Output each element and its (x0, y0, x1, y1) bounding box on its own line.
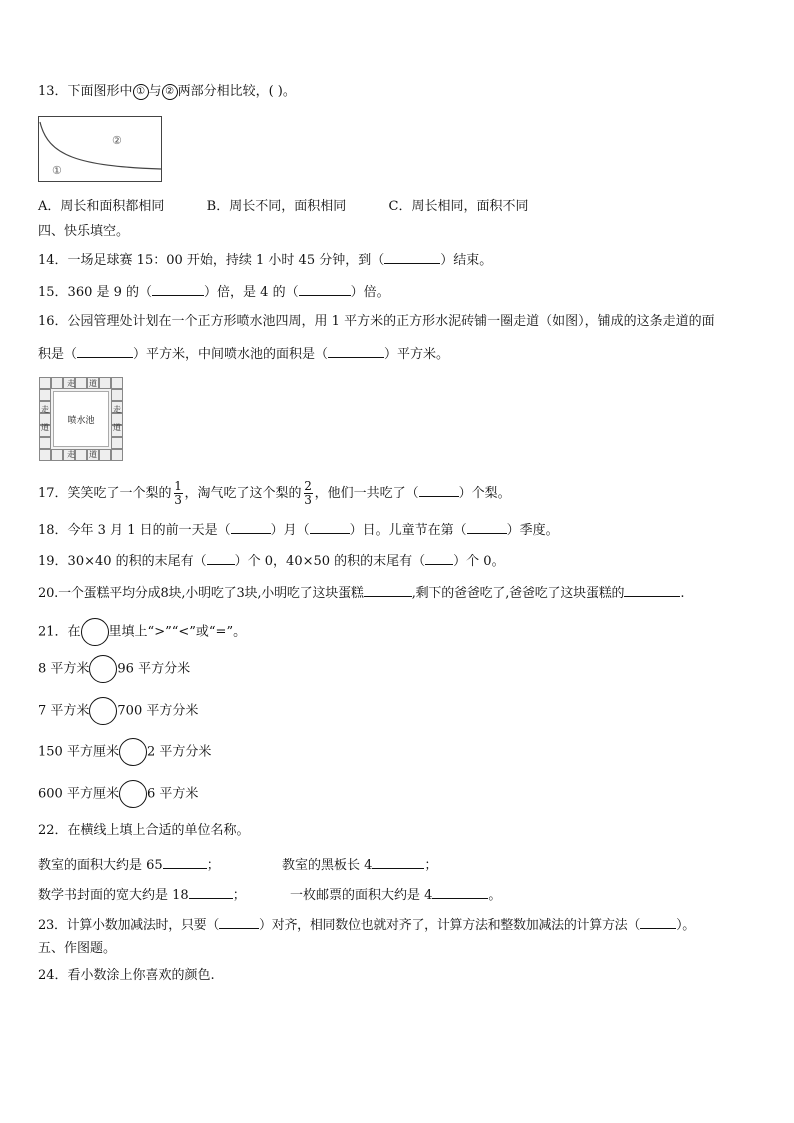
circled-number-2: ② (162, 84, 178, 100)
region-2-label: ② (112, 134, 122, 147)
answer-blank[interactable] (624, 583, 680, 597)
option-a[interactable]: A．周长和面积都相同 (38, 199, 165, 214)
walkway-label: 走 (67, 450, 75, 459)
walkway-label: 道 (89, 379, 97, 388)
q13-figure (38, 116, 162, 182)
fraction: $\frac{2}{3}$ (304, 479, 312, 507)
question-15: 15．360 是 9 的（ ）倍，是 4 的（ ）倍。 (38, 282, 390, 302)
answer-blank[interactable] (163, 855, 207, 869)
answer-blank[interactable] (152, 282, 204, 296)
walkway-label: 走 (67, 379, 75, 388)
compare-circle[interactable] (89, 697, 117, 725)
answer-blank[interactable] (231, 520, 271, 534)
fountain-pool: 喷水池 (53, 391, 109, 447)
question-17: 17．笑笑吃了一个梨的 $\frac{1}{3}$ ，淘气吃了这个梨的 $\frac{2}{3}$ ，他们一共吃了（ ）个梨。 (38, 479, 511, 507)
compare-row: 150 平方厘米 2 平方分米 (38, 738, 211, 767)
answer-blank[interactable] (299, 282, 351, 296)
q13-options (38, 198, 528, 216)
option-b[interactable]: B．周长不同，面积相同 (206, 199, 347, 214)
answer-blank[interactable] (425, 551, 453, 565)
fraction: $\frac{1}{3}$ (174, 479, 182, 507)
answer-blank[interactable] (384, 250, 440, 264)
question-21: 21．在 里填上“>”“<”或“=”。 (38, 618, 246, 647)
answer-blank[interactable] (189, 885, 233, 899)
walkway-figure (39, 377, 123, 461)
question-16: 16．公园管理处计划在一个正方形喷水池四周，用 1 平方米的正方形水泥砖铺一圈走道（如图），铺成的这条走道的面 (38, 314, 715, 329)
answer-blank[interactable] (328, 344, 384, 358)
question-23: 23．计算小数加减法时，只要（ ）对齐，相同数位也就对齐了，计算方法和整数加减法的计算方法（ ）。 (38, 915, 695, 935)
question-20: 20.一个蛋糕平均分成8块,小明吃了3块,小明吃了这块蛋糕 ,剩下的爸爸吃了,爸爸吃了这块蛋糕的 . (38, 583, 684, 603)
answer-blank[interactable] (640, 915, 676, 929)
option-c[interactable]: C．周长相同，面积不同 (388, 199, 529, 214)
compare-circle (81, 618, 109, 646)
walkway-label: 走 (113, 405, 121, 414)
question-14: 14．一场足球赛 15：00 开始，持续 1 小时 45 分钟，到（ ）结束。 (38, 250, 492, 270)
q22-row-2a: 数学书封面的宽大约是 18 ； (38, 885, 246, 905)
compare-row: 8 平方米 96 平方分米 (38, 655, 190, 684)
compare-circle[interactable] (89, 655, 117, 683)
answer-blank[interactable] (207, 551, 235, 565)
compare-row: 7 平方米 700 平方分米 (38, 697, 198, 726)
walkway-label: 道 (41, 423, 49, 432)
answer-blank[interactable] (219, 915, 259, 929)
answer-blank[interactable] (467, 520, 507, 534)
section-4-heading: 四、快乐填空。 (38, 224, 130, 239)
answer-blank[interactable] (77, 344, 133, 358)
q22-row-1b: 教室的黑板长 4 ； (282, 855, 437, 875)
answer-blank[interactable] (364, 583, 412, 597)
answer-blank[interactable] (419, 483, 459, 497)
region-1-label: ① (52, 164, 62, 177)
q22-row-2b: 一枚邮票的面积大约是 4 。 (290, 885, 501, 905)
question-13: 13．下面图形中 ① 与 ② 两部分相比较，( )。 (38, 84, 296, 99)
answer-blank[interactable] (310, 520, 350, 534)
walkway-label: 道 (113, 423, 121, 432)
question-19: 19．30×40 的积的末尾有（ ）个 0，40×50 的积的末尾有（ ）个 0。 (38, 551, 505, 571)
question-22: 22．在横线上填上合适的单位名称。 (38, 823, 250, 838)
question-18: 18．今年 3 月 1 日的前一天是（ ）月（ ）日。儿童节在第（ ）季度。 (38, 520, 559, 540)
section-5-heading: 五、作图题。 (38, 941, 117, 956)
compare-circle[interactable] (119, 738, 147, 766)
question-16-cont: 积是（ ）平方米，中间喷水池的面积是（ ）平方米。 (38, 344, 449, 364)
compare-circle[interactable] (119, 780, 147, 808)
compare-row: 600 平方厘米 6 平方米 (38, 780, 198, 809)
answer-blank[interactable] (432, 885, 488, 899)
question-24: 24．看小数涂上你喜欢的颜色. (38, 968, 215, 983)
walkway-label: 走 (41, 405, 49, 414)
walkway-label: 道 (89, 450, 97, 459)
answer-blank[interactable] (372, 855, 424, 869)
circled-number-1: ① (133, 84, 149, 100)
q22-row-1a: 教室的面积大约是 65 ； (38, 855, 220, 875)
